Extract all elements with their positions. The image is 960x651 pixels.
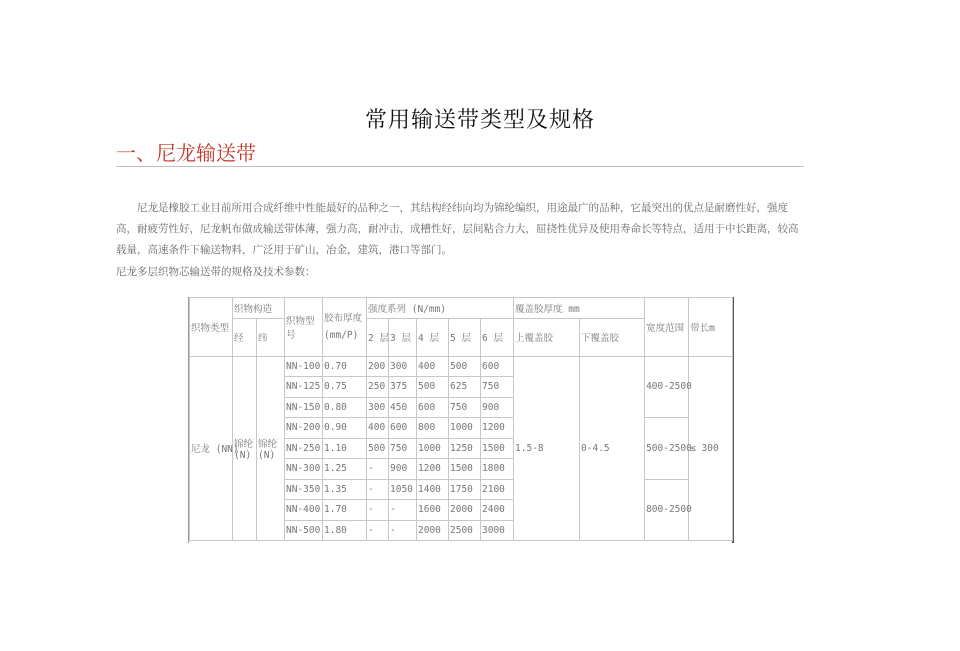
cell-thickness: 0.80 (323, 397, 367, 418)
cell-layer-2: - (367, 479, 389, 500)
spec-table-container (188, 297, 734, 543)
cell-layer-6: 600 (481, 356, 514, 377)
cell-width-range-3: 800-2500 (645, 479, 689, 541)
cell-layer-5: 2000 (449, 500, 481, 521)
cell-layer-2: - (367, 459, 389, 480)
header-top-cover: 上覆盖胶 (514, 318, 580, 356)
header-thickness: 胶布厚度(mm/P) (323, 298, 367, 357)
cell-layer-2: 300 (367, 397, 389, 418)
cell-layer-5: 1000 (449, 418, 481, 439)
cell-model: NN-100 (285, 356, 323, 377)
cell-layer-2: 250 (367, 377, 389, 398)
section-heading: 一、尼龙输送带 (116, 141, 256, 165)
cell-layer-4: 600 (417, 397, 449, 418)
cell-layer-4: 2000 (417, 520, 449, 541)
cell-layer-2: - (367, 500, 389, 521)
cell-layer-3: - (389, 500, 417, 521)
cell-model: NN-200 (285, 418, 323, 439)
cell-thickness: 0.90 (323, 418, 367, 439)
cell-layer-3: 300 (389, 356, 417, 377)
cell-layer-5: 625 (449, 377, 481, 398)
cell-layer-6: 3000 (481, 520, 514, 541)
header-width: 宽度范围 (645, 298, 689, 357)
cell-layer-6: 1200 (481, 418, 514, 439)
cell-layer-2: 200 (367, 356, 389, 377)
cell-top-cover: 1.5-8 (514, 356, 580, 541)
cell-model: NN-250 (285, 438, 323, 459)
cell-layer-4: 1600 (417, 500, 449, 521)
cell-layer-2: - (367, 520, 389, 541)
cell-thickness: 1.70 (323, 500, 367, 521)
header-model: 织物型号 (285, 298, 323, 357)
header-cover: 覆盖胶厚度 mm (514, 298, 645, 319)
cell-layer-6: 2100 (481, 479, 514, 500)
cell-thickness: 0.70 (323, 356, 367, 377)
cell-layer-5: 1250 (449, 438, 481, 459)
page-title: 常用输送带类型及规格 (364, 108, 595, 133)
cell-layer-3: 375 (389, 377, 417, 398)
cell-layer-2: 400 (367, 418, 389, 439)
header-length: 带长m (689, 298, 733, 357)
header-structure: 织物构造 (233, 298, 285, 319)
spec-table (189, 297, 733, 541)
cell-layer-4: 1000 (417, 438, 449, 459)
cell-layer-3: - (389, 520, 417, 541)
cell-layer-6: 1800 (481, 459, 514, 480)
cell-bottom-cover: 0-4.5 (580, 356, 645, 541)
cell-width-range-1: 400-2500 (645, 356, 689, 418)
cell-thickness: 1.10 (323, 438, 367, 459)
header-strength: 强度系列 (N/mm) (367, 298, 514, 319)
cell-thickness: 1.25 (323, 459, 367, 480)
cell-warp: 锦纶(N) (233, 356, 257, 541)
cell-fabric-type: 尼龙 (NN) (190, 356, 233, 541)
cell-model: NN-500 (285, 520, 323, 541)
table-caption: 尼龙多层织物芯输送带的规格及技术参数： (116, 266, 316, 278)
cell-layer-6: 2400 (481, 500, 514, 521)
cell-layer-6: 1500 (481, 438, 514, 459)
cell-belt-length: ≤ 300 (689, 356, 733, 541)
cell-layer-6: 750 (481, 377, 514, 398)
cell-layer-3: 1050 (389, 479, 417, 500)
cell-layer-4: 400 (417, 356, 449, 377)
cell-layer-3: 750 (389, 438, 417, 459)
cell-layer-3: 450 (389, 397, 417, 418)
header-row-1 (190, 298, 733, 319)
cell-thickness: 1.80 (323, 520, 367, 541)
cell-layer-5: 500 (449, 356, 481, 377)
intro-paragraph: 尼龙是橡胶工业目前所用合成纤维中性能最好的品种之一，其结构经纬向均为锦纶编织，用途最广的品种，它最突出的优点是耐磨性好，强度高，耐疲劳性好，尼龙帆布做成输送带体薄，强力高，耐冲击，成槽性好，层间粘合力大，屈挠性优异及使用寿命长等特点，适用于中长距离，较高载量，高速条件下输送物料，广泛用于矿山，冶金，建筑，港口等部门。 (116, 202, 799, 256)
cell-layer-5: 750 (449, 397, 481, 418)
cell-layer-5: 2500 (449, 520, 481, 541)
header-layer-3: 3 层 (389, 318, 417, 356)
cell-layer-4: 1400 (417, 479, 449, 500)
cell-layer-6: 900 (481, 397, 514, 418)
table-row (190, 356, 733, 377)
cell-model: NN-400 (285, 500, 323, 521)
cell-layer-3: 900 (389, 459, 417, 480)
header-fabric-type: 织物类型 (190, 298, 233, 357)
heading-divider (116, 166, 804, 167)
cell-model: NN-125 (285, 377, 323, 398)
cell-model: NN-150 (285, 397, 323, 418)
cell-layer-4: 800 (417, 418, 449, 439)
header-bottom-cover: 下覆盖胶 (580, 318, 645, 356)
cell-layer-5: 1500 (449, 459, 481, 480)
header-layer-2: 2 层 (367, 318, 389, 356)
header-weft: 纬 (257, 318, 285, 356)
cell-layer-5: 1750 (449, 479, 481, 500)
cell-layer-4: 1200 (417, 459, 449, 480)
cell-thickness: 1.35 (323, 479, 367, 500)
cell-model: NN-350 (285, 479, 323, 500)
header-layer-4: 4 层 (417, 318, 449, 356)
cell-model: NN-300 (285, 459, 323, 480)
header-layer-5: 5 层 (449, 318, 481, 356)
cell-layer-3: 600 (389, 418, 417, 439)
cell-weft: 锦纶(N) (257, 356, 285, 541)
cell-layer-4: 500 (417, 377, 449, 398)
cell-width-range-2: 500-2500 (645, 418, 689, 480)
header-layer-6: 6 层 (481, 318, 514, 356)
header-warp: 经 (233, 318, 257, 356)
cell-thickness: 0.75 (323, 377, 367, 398)
cell-layer-2: 500 (367, 438, 389, 459)
